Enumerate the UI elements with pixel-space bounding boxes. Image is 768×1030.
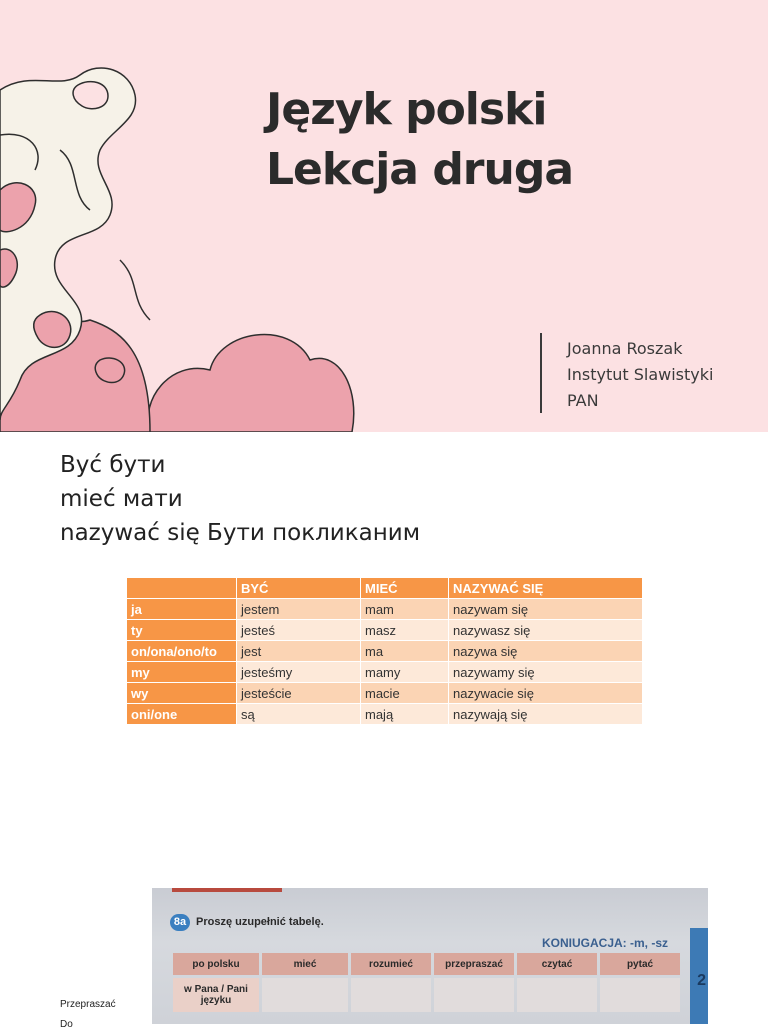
table-row: [127, 683, 643, 704]
divider-line: [540, 333, 542, 413]
pronoun-cell: wy: [127, 683, 237, 704]
table-cell: są: [237, 704, 361, 725]
table-cell: mają: [361, 704, 449, 725]
table-cell: jest: [237, 641, 361, 662]
table-cell: jestem: [237, 599, 361, 620]
header-miec: MIEĆ: [361, 578, 449, 599]
table-cell: mam: [361, 599, 449, 620]
header-byc: BYĆ: [237, 578, 361, 599]
exercise-instruction: Proszę uzupełnić tabelę.: [196, 916, 324, 928]
side-note: Przepraszać: [60, 999, 116, 1010]
title-line-2: Lekcja druga: [266, 144, 574, 195]
table-row: [127, 599, 643, 620]
table-cell: ma: [361, 641, 449, 662]
exercise-header: mieć: [262, 953, 348, 975]
side-note-2: Do: [60, 1019, 73, 1030]
pronoun-cell: ty: [127, 620, 237, 641]
exercise-header-row: [173, 953, 680, 975]
table-cell: nazywają się: [449, 704, 643, 725]
exercise-row: [173, 978, 680, 1012]
table-row: [127, 641, 643, 662]
title-line-1: Język polski: [266, 84, 547, 135]
verb-line-3: nazywać się Бути покликаним: [60, 520, 421, 546]
verb-line-1: Być бути: [60, 452, 166, 478]
table-row: [127, 662, 643, 683]
pronoun-cell: ja: [127, 599, 237, 620]
verb-list: [60, 448, 420, 550]
table-cell: nazywamy się: [449, 662, 643, 683]
table-cell: nazywa się: [449, 641, 643, 662]
table-cell: mamy: [361, 662, 449, 683]
table-cell: nazywacie się: [449, 683, 643, 704]
title-slide: [0, 0, 768, 432]
table-row: [127, 704, 643, 725]
exercise-table: [170, 950, 683, 1015]
table-cell: jesteś: [237, 620, 361, 641]
table-cell: jesteśmy: [237, 662, 361, 683]
pronoun-cell: on/ona/ono/to: [127, 641, 237, 662]
pronoun-cell: oni/one: [127, 704, 237, 725]
verb-line-2: mieć мати: [60, 486, 183, 512]
koniugacja-label: KONIUGACJA: -m, -sz: [542, 936, 669, 950]
abstract-blob-illustration: [0, 0, 360, 432]
exercise-header: rozumieć: [351, 953, 431, 975]
header-nazywac: NAZYWAĆ SIĘ: [449, 578, 643, 599]
author-org: PAN: [567, 391, 599, 410]
header-empty: [127, 578, 237, 599]
exercise-header: pytać: [600, 953, 680, 975]
textbook-photo: [152, 888, 708, 1024]
blank-cell: [262, 978, 348, 1012]
table-cell: nazywam się: [449, 599, 643, 620]
exercise-number-badge: 8a: [170, 914, 190, 931]
slide-title: [266, 80, 573, 200]
table-header-row: [127, 578, 643, 599]
table-cell: masz: [361, 620, 449, 641]
author-block: [567, 336, 713, 414]
pronoun-cell: my: [127, 662, 237, 683]
exercise-header: przepraszać: [434, 953, 514, 975]
table-cell: jesteście: [237, 683, 361, 704]
exercise-row-label: w Pana / Pani języku: [173, 978, 259, 1012]
blank-cell: [351, 978, 431, 1012]
exercise-header: czytać: [517, 953, 597, 975]
table-row: [127, 620, 643, 641]
table-cell: nazywasz się: [449, 620, 643, 641]
author-institute: Instytut Slawistyki: [567, 365, 714, 384]
red-tab-decoration: [172, 888, 282, 892]
table-cell: macie: [361, 683, 449, 704]
blank-cell: [517, 978, 597, 1012]
blank-cell: [434, 978, 514, 1012]
exercise-header: po polsku: [173, 953, 259, 975]
conjugation-table: [126, 577, 643, 725]
blank-cell: [600, 978, 680, 1012]
chapter-number: 2: [697, 972, 706, 989]
author-name: Joanna Roszak: [567, 339, 683, 358]
